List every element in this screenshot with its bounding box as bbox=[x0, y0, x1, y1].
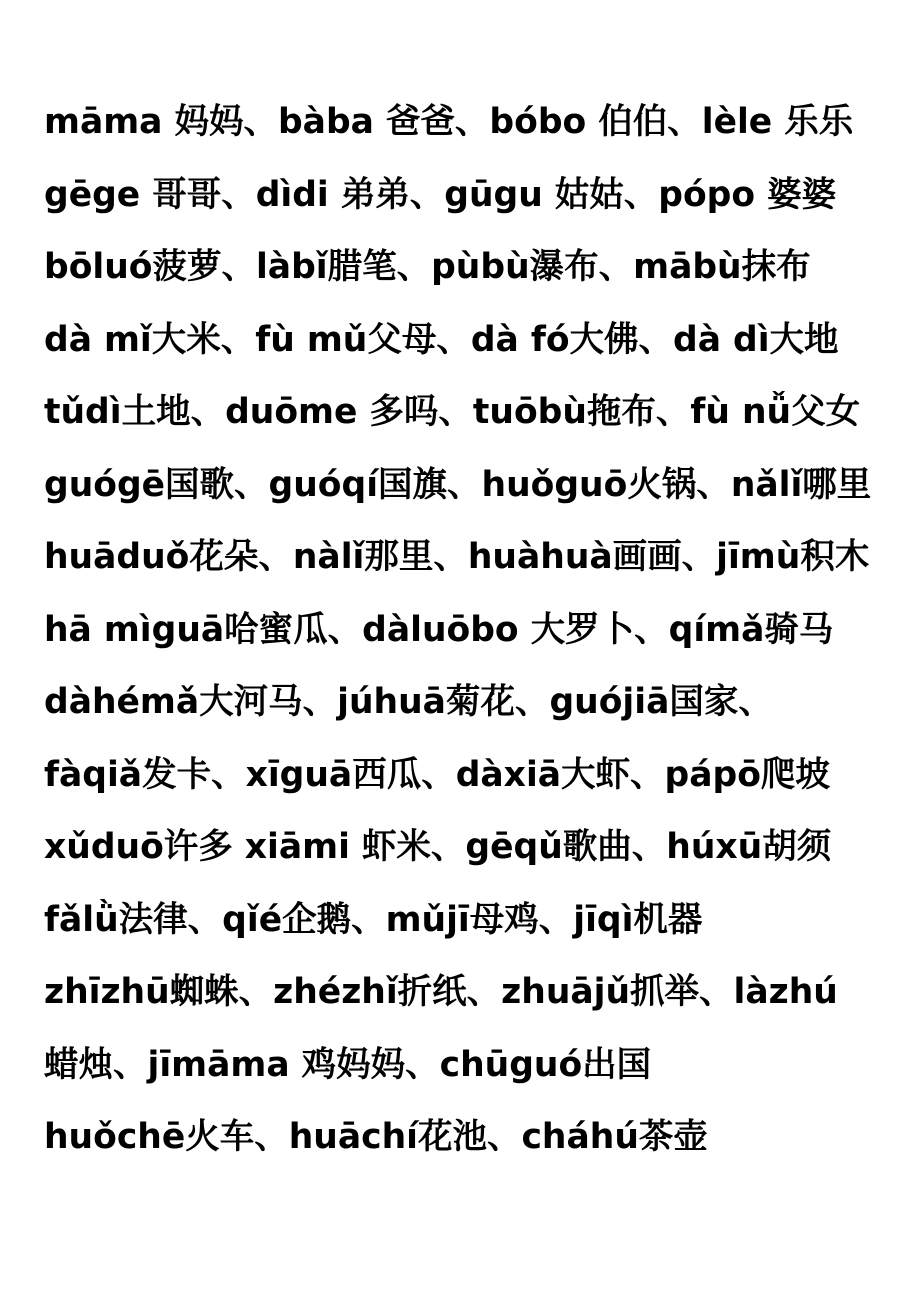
text-line: hā mìguā哈蜜瓜、dàluōbo 大罗卜、qímǎ骑马 bbox=[44, 609, 834, 650]
text-line: guógē国歌、guóqí国旗、huǒguō火锅、nǎlǐ哪里 bbox=[44, 464, 872, 505]
pinyin-word-list bbox=[44, 92, 904, 1180]
text-line: bōluó菠萝、làbǐ腊笔、pùbù瀑布、mābù抹布 bbox=[44, 247, 811, 287]
text-line: māma 妈妈、bàba 爸爸、bóbo 伯伯、lèle 乐乐 bbox=[44, 102, 854, 142]
text-line: gēge 哥哥、dìdi 弟弟、gūgu 姑姑、pópo 婆婆 bbox=[44, 174, 837, 215]
text-line: fàqiǎ发卡、xīguā西瓜、dàxiā大虾、pápō爬坡 bbox=[44, 754, 830, 795]
text-line: huǒchē火车、huāchí花池、cháhú茶壶 bbox=[44, 1117, 708, 1157]
text-line: huāduǒ花朵、nàlǐ那里、huàhuà画画、jīmù积木 bbox=[44, 537, 870, 577]
text-line: zhīzhū蜘蛛、zhézhǐ折纸、zhuājǔ抓举、làzhú bbox=[44, 972, 838, 1012]
text-line: 蜡烛、jīmāma 鸡妈妈、chūguó出国 bbox=[44, 1044, 652, 1085]
text-line: fǎlǜ法律、qǐé企鹅、mǔjī母鸡、jīqì机器 bbox=[44, 899, 703, 940]
text-line: tǔdì土地、duōme 多吗、tuōbù拖布、fù nǚ父女 bbox=[44, 392, 861, 432]
text-line: dà mǐ大米、fù mǔ父母、dà fó大佛、dà dì大地 bbox=[44, 319, 839, 360]
text-line: xǔduō许多 xiāmi 虾米、gēqǔ歌曲、húxū胡须 bbox=[44, 827, 832, 867]
text-line: dàhémǎ大河马、júhuā菊花、guójiā国家、 bbox=[44, 682, 773, 722]
